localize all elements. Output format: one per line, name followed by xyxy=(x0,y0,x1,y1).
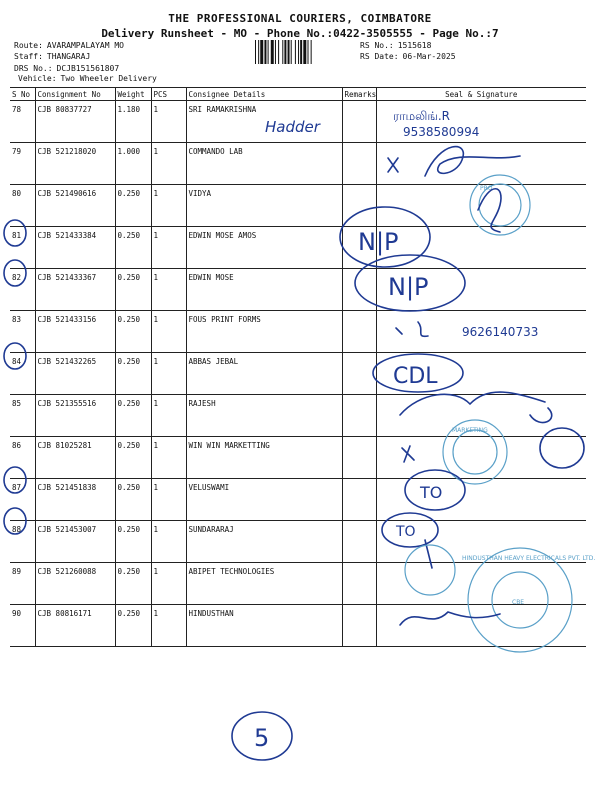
cell-consignment: CJB 521433367 xyxy=(35,269,115,311)
cell-consignee: RAJESH xyxy=(186,395,342,437)
seal-stamp-1-text: PRO xyxy=(480,185,493,192)
cell-signature xyxy=(376,437,586,479)
cell-consignee: EDWIN MOSE AMOS xyxy=(186,227,342,269)
barcode-bar xyxy=(255,40,256,64)
document-title: THE PROFESSIONAL COURIERS, COIMBATORE xyxy=(168,12,432,25)
cell-weight: 0.250 xyxy=(115,479,151,521)
barcode-bar xyxy=(278,40,279,64)
cell-signature xyxy=(376,269,586,311)
table-row xyxy=(10,101,586,143)
barcode-bar xyxy=(264,40,266,64)
cell-consignment: CJB 521451838 xyxy=(35,479,115,521)
cell-weight: 0.250 xyxy=(115,437,151,479)
barcode-bar xyxy=(298,40,299,64)
cell-consignee: SUNDARARAJ xyxy=(186,521,342,563)
route-line xyxy=(14,41,124,51)
cell-signature xyxy=(376,311,586,353)
table-row xyxy=(10,227,586,269)
table-row xyxy=(10,521,586,563)
cell-consignment: CJB 80816171 xyxy=(35,605,115,647)
rs-date-value: 06-Mar-2025 xyxy=(402,52,456,61)
barcode-bar xyxy=(303,40,306,64)
route-label: Route: xyxy=(14,41,43,50)
table-row xyxy=(10,437,586,479)
to-mark-2: TO xyxy=(396,524,416,540)
cell-sno: 85 xyxy=(10,395,35,437)
col-pcs: PCS xyxy=(151,88,186,101)
seal-stamp-2-text: MARKETING xyxy=(452,427,488,434)
cdl-mark: CDL xyxy=(393,364,438,389)
vehicle-value: Two Wheeler Delivery xyxy=(60,74,157,83)
cell-weight: 0.250 xyxy=(115,311,151,353)
cell-signature xyxy=(376,143,586,185)
barcode-bar xyxy=(258,40,259,64)
cell-sno: 84 xyxy=(10,353,35,395)
rs-no-label: RS No.: xyxy=(360,41,394,50)
cell-pcs: 1 xyxy=(151,311,186,353)
rs-date-line xyxy=(360,52,456,62)
cell-consignment: CJB 521355516 xyxy=(35,395,115,437)
cell-signature xyxy=(376,101,586,143)
cell-sno: 90 xyxy=(10,605,35,647)
cell-sno: 81 xyxy=(10,227,35,269)
cell-weight: 0.250 xyxy=(115,521,151,563)
barcode-bar xyxy=(300,40,302,64)
barcode-bar xyxy=(288,40,290,64)
rs-no-line xyxy=(360,41,431,51)
barcode-bar xyxy=(295,40,296,64)
cell-weight: 0.250 xyxy=(115,185,151,227)
np-mark-1: N|P xyxy=(358,228,399,256)
cell-consignment: CJB 521433384 xyxy=(35,227,115,269)
cell-signature xyxy=(376,563,586,605)
cell-consignee: ABIPET TECHNOLOGIES xyxy=(186,563,342,605)
cell-pcs: 1 xyxy=(151,479,186,521)
barcode-bar xyxy=(271,40,274,64)
cell-consignee: COMMANDO LAB xyxy=(186,143,342,185)
staff-line xyxy=(14,52,90,62)
col-remarks: Remarks xyxy=(342,88,376,101)
route-value: AVARAMPALAYAM MO xyxy=(46,41,124,50)
table-row xyxy=(10,563,586,605)
cell-weight: 1.180 xyxy=(115,101,151,143)
staff-value: THANGARAJ xyxy=(46,52,91,61)
rs-no-value: 1515618 xyxy=(397,41,432,50)
cell-consignment: CJB 521260088 xyxy=(35,563,115,605)
cell-consignee: VELUSWAMI xyxy=(186,479,342,521)
cell-remarks xyxy=(342,563,376,605)
cell-pcs: 1 xyxy=(151,437,186,479)
table-row xyxy=(10,269,586,311)
cell-remarks xyxy=(342,521,376,563)
table-row xyxy=(10,143,586,185)
cell-consignee: SRI RAMAKRISHNA xyxy=(186,101,342,143)
cell-pcs: 1 xyxy=(151,185,186,227)
np-mark-2: N|P xyxy=(388,273,429,301)
barcode-bar xyxy=(308,40,309,64)
table-row xyxy=(10,395,586,437)
table-row xyxy=(10,311,586,353)
barcode-bar xyxy=(260,40,263,64)
cell-pcs: 1 xyxy=(151,353,186,395)
barcode-bar xyxy=(311,40,312,64)
rs-date-label: RS Date: xyxy=(360,52,399,61)
drs-label: DRS No.: xyxy=(14,64,53,73)
cell-pcs: 1 xyxy=(151,101,186,143)
barcode xyxy=(255,40,345,64)
cell-consignment: CJB 80837727 xyxy=(35,101,115,143)
cell-consignment: CJB 521453007 xyxy=(35,521,115,563)
cell-sno: 86 xyxy=(10,437,35,479)
cell-pcs: 1 xyxy=(151,521,186,563)
drs-line xyxy=(14,64,119,74)
cell-consignment: CJB 521218020 xyxy=(35,143,115,185)
table-row xyxy=(10,353,586,395)
cell-sno: 79 xyxy=(10,143,35,185)
cell-remarks xyxy=(342,227,376,269)
cell-consignee: FOUS PRINT FORMS xyxy=(186,311,342,353)
cell-remarks xyxy=(342,395,376,437)
sig78-name: ராமலிங்.R xyxy=(393,109,451,123)
cell-weight: 0.250 xyxy=(115,269,151,311)
col-signature: Seal & Signature xyxy=(376,88,586,101)
cell-remarks xyxy=(342,185,376,227)
barcode-bar xyxy=(268,40,269,64)
cell-signature xyxy=(376,479,586,521)
cell-consignment: CJB 521432265 xyxy=(35,353,115,395)
sig78-phone: 9538580994 xyxy=(403,125,480,139)
cell-sno: 78 xyxy=(10,101,35,143)
col-consignment: Consignment No xyxy=(35,88,115,101)
cell-consignee: ABBAS JEBAL xyxy=(186,353,342,395)
phone-83: 9626140733 xyxy=(462,325,539,339)
col-sno: S No xyxy=(10,88,35,101)
cell-weight: 0.250 xyxy=(115,563,151,605)
cell-pcs: 1 xyxy=(151,605,186,647)
cell-consignee: HINDUSTHAN xyxy=(186,605,342,647)
cell-remarks xyxy=(342,605,376,647)
cell-consignment: CJB 521490616 xyxy=(35,185,115,227)
to-mark-1: TO xyxy=(420,483,443,502)
cell-sno: 83 xyxy=(10,311,35,353)
cell-sno: 89 xyxy=(10,563,35,605)
cell-signature xyxy=(376,185,586,227)
cell-signature xyxy=(376,605,586,647)
barcode-bar xyxy=(291,40,292,64)
cell-signature xyxy=(376,353,586,395)
staff-label: Staff: xyxy=(14,52,43,61)
cell-consignment: CJB 81025281 xyxy=(35,437,115,479)
cell-weight: 1.000 xyxy=(115,143,151,185)
runsheet-table xyxy=(10,87,586,647)
cell-remarks xyxy=(342,437,376,479)
cell-weight: 0.250 xyxy=(115,395,151,437)
cell-consignment: CJB 521433156 xyxy=(35,311,115,353)
cell-remarks xyxy=(342,353,376,395)
cell-sno: 80 xyxy=(10,185,35,227)
cell-pcs: 1 xyxy=(151,227,186,269)
drs-value: DCJB151561807 xyxy=(56,64,120,73)
table-row xyxy=(10,185,586,227)
cell-signature xyxy=(376,521,586,563)
table-header-row xyxy=(10,88,586,101)
cell-weight: 0.250 xyxy=(115,353,151,395)
col-consignee: Consignee Details xyxy=(186,88,342,101)
cell-remarks xyxy=(342,269,376,311)
cell-signature xyxy=(376,227,586,269)
document-subtitle: Delivery Runsheet - MO - Phone No.:0422-3505555 - Page No.:7 xyxy=(101,27,499,40)
cell-pcs: 1 xyxy=(151,563,186,605)
table-row xyxy=(10,479,586,521)
cell-pcs: 1 xyxy=(151,143,186,185)
cell-consignee: VIDYA xyxy=(186,185,342,227)
cell-signature xyxy=(376,395,586,437)
cell-weight: 0.250 xyxy=(115,605,151,647)
cell-pcs: 1 xyxy=(151,395,186,437)
vehicle-line xyxy=(18,74,157,84)
page-number-mark: 5 xyxy=(254,724,270,752)
page-number-circle xyxy=(232,712,292,760)
cell-remarks xyxy=(342,101,376,143)
table-row xyxy=(10,605,586,647)
barcode-bar xyxy=(275,40,276,64)
cell-remarks xyxy=(342,479,376,521)
col-weight: Weight xyxy=(115,88,151,101)
cell-consignee: EDWIN MOSE xyxy=(186,269,342,311)
hadder-note: Hadder xyxy=(265,118,320,136)
cell-sno: 82 xyxy=(10,269,35,311)
barcode-bar xyxy=(284,40,286,64)
cell-sno: 88 xyxy=(10,521,35,563)
barcode-bar xyxy=(282,40,283,64)
seal-stamp-3-text: HINDUSTHAN HEAVY ELECTRICALS PVT. LTD. xyxy=(462,555,596,562)
cell-remarks xyxy=(342,311,376,353)
cell-pcs: 1 xyxy=(151,269,186,311)
cell-consignee: WIN WIN MARKETTING xyxy=(186,437,342,479)
seal-stamp-3-inner: CBE xyxy=(512,599,525,606)
vehicle-label: Vehicle: xyxy=(18,74,57,83)
cell-weight: 0.250 xyxy=(115,227,151,269)
cell-sno: 87 xyxy=(10,479,35,521)
cell-remarks xyxy=(342,143,376,185)
